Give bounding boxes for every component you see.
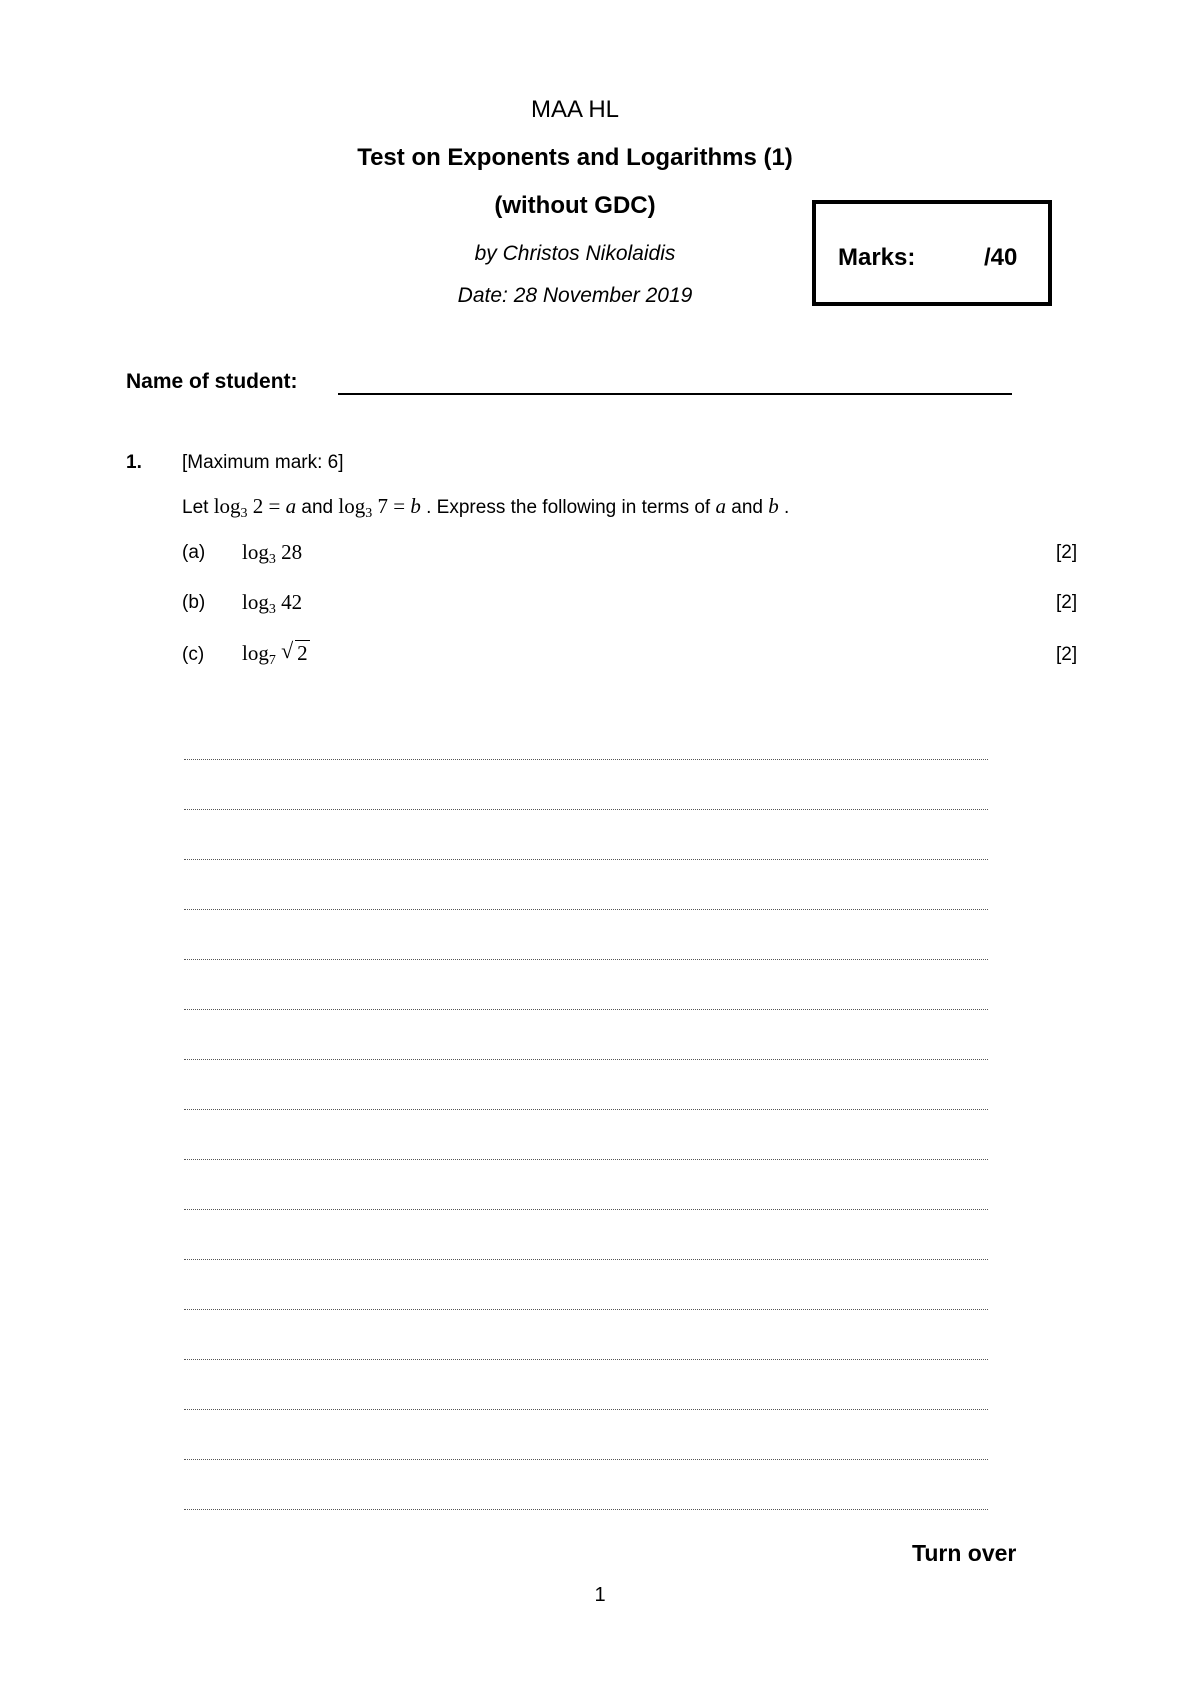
answer-line[interactable] bbox=[184, 859, 988, 860]
answer-line[interactable] bbox=[184, 959, 988, 960]
turn-over-label: Turn over bbox=[912, 1540, 1017, 1566]
marks-box bbox=[812, 200, 1052, 306]
prompt-and-2: and bbox=[731, 497, 763, 518]
part-c-label: (c) bbox=[182, 644, 205, 665]
answer-line[interactable] bbox=[184, 759, 988, 760]
square-root: √ 2 bbox=[281, 638, 308, 665]
variable-b: b bbox=[768, 494, 779, 518]
equation-log3-2: $\log_3 2 = a$ bbox=[213, 494, 297, 521]
part-c-mark: [2] bbox=[1056, 644, 1078, 665]
part-a-expression: $\log_3 28$ bbox=[242, 540, 303, 567]
answer-line[interactable] bbox=[184, 1509, 988, 1510]
answer-line[interactable] bbox=[184, 909, 988, 910]
marks-label: Marks: bbox=[838, 244, 916, 271]
part-a-label: (a) bbox=[182, 542, 206, 563]
answer-line[interactable] bbox=[184, 1409, 988, 1410]
page-number: 1 bbox=[594, 1584, 606, 1606]
answer-line[interactable] bbox=[184, 1159, 988, 1160]
author-line: by Christos Nikolaidis bbox=[474, 242, 676, 265]
part-a-mark: [2] bbox=[1056, 542, 1078, 563]
answer-line[interactable] bbox=[184, 1209, 988, 1210]
answer-line[interactable] bbox=[184, 1459, 988, 1460]
variable-a: a bbox=[715, 494, 726, 518]
student-name-line[interactable] bbox=[338, 393, 1012, 395]
equation-log3-7: $\log_3 7 = b$ bbox=[338, 494, 421, 521]
part-b-expression: $\log_3 42$ bbox=[242, 590, 303, 617]
student-name-label: Name of student: bbox=[126, 370, 298, 393]
question-max-mark: [Maximum mark: 6] bbox=[182, 452, 344, 473]
question-number: 1. bbox=[126, 452, 142, 473]
prompt-and: and bbox=[301, 497, 334, 518]
question-prompt bbox=[182, 494, 789, 519]
answer-line[interactable] bbox=[184, 1059, 988, 1060]
marks-total: /40 bbox=[984, 244, 1018, 271]
date-line: Date: 28 November 2019 bbox=[457, 284, 693, 307]
part-b-label: (b) bbox=[182, 592, 206, 613]
part-c-expression: $\log_7$ √ 2 bbox=[242, 638, 308, 668]
prompt-period: . bbox=[784, 497, 790, 518]
part-b-mark: [2] bbox=[1056, 592, 1078, 613]
course-name: MAA HL bbox=[530, 96, 620, 123]
test-subtitle: (without GDC) bbox=[494, 192, 656, 219]
prompt-express: . Express the following in terms of bbox=[426, 497, 711, 518]
answer-line[interactable] bbox=[184, 1359, 988, 1360]
answer-line[interactable] bbox=[184, 809, 988, 810]
test-title: Test on Exponents and Logarithms (1) bbox=[357, 144, 793, 171]
answer-line[interactable] bbox=[184, 1259, 988, 1260]
answer-line[interactable] bbox=[184, 1309, 988, 1310]
answer-line[interactable] bbox=[184, 1009, 988, 1010]
answer-line[interactable] bbox=[184, 1109, 988, 1110]
prompt-let: Let bbox=[182, 497, 209, 518]
